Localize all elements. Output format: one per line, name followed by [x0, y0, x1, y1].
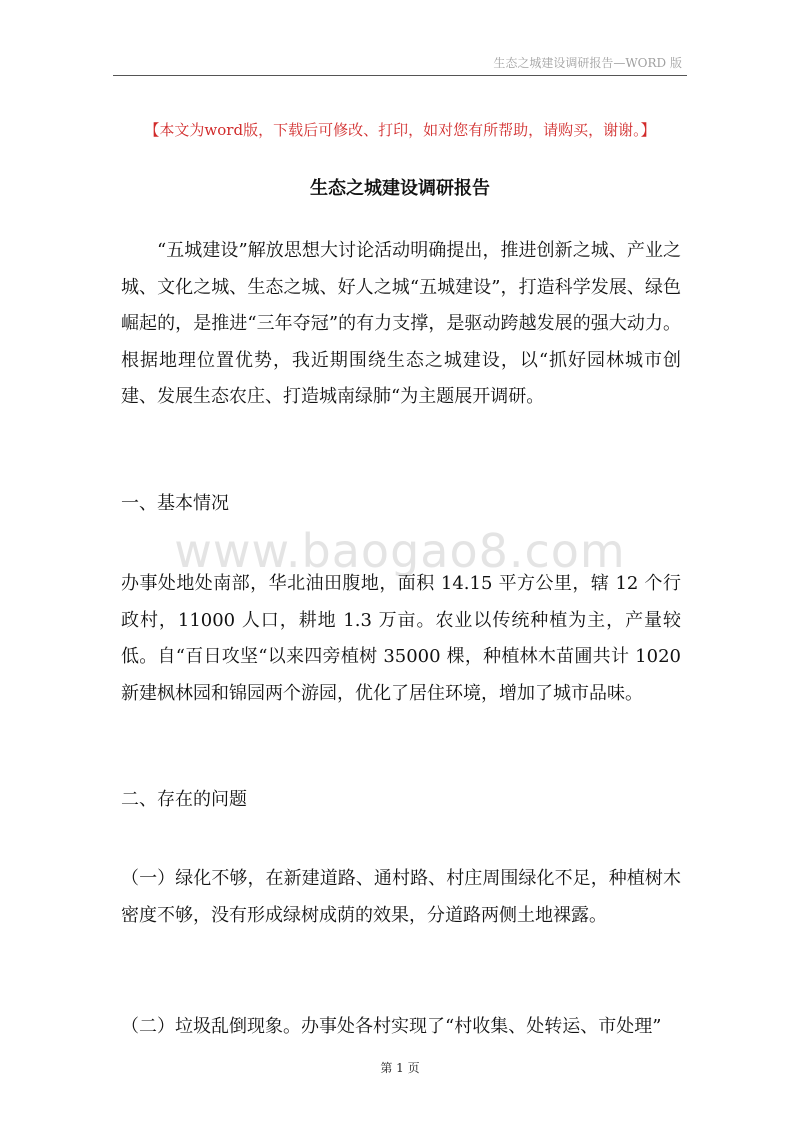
- document-title: 生态之城建设调研报告: [310, 178, 490, 199]
- section-heading-problems: 二、存在的问题: [121, 789, 247, 810]
- basic-info-paragraph: 办事处地处南部，华北油田腹地，面积 14.15 平方公里，辖 12 个行政村，11000 人口，耕地 1.3 万亩。农业以传统种植为主，产量较低。自“百日攻坚“以来四旁植树 35000 棵，种植林木苗圃共计 1020 新建枫林园和锦园两个游园，优化了居住环境，增加了城市品味。: [121, 573, 681, 704]
- problem-item-1: （一）绿化不够，在新建道路、通村路、村庄周围绿化不足，种植树木密度不够，没有形成绿树成荫的效果，分道路两侧土地裸露。: [121, 868, 681, 926]
- intro-paragraph: “五城建设”解放思想大讨论活动明确提出，推进创新之城、产业之城、文化之城、生态之城、好人之城“五城建设”，打造科学发展、绿色崛起的，是推进“三年夺冠”的有力支撑，是驱动跨越发展的强大动力。根据地理位置优势，我近期围绕生态之城建设，以“抓好园林城市创建、发展生态农庄、打造城南绿肺“为主题展开调研。: [121, 240, 681, 407]
- page-number: 第 1 页: [380, 1061, 420, 1075]
- watermark: www.baogao8.com: [174, 524, 626, 578]
- problem-item-2: （二）垃圾乱倒现象。办事处各村实现了“村收集、处转运、市处理”: [121, 1016, 662, 1037]
- download-notice: 【本文为word版，下载后可修改、打印，如对您有所帮助，请购买，谢谢。】: [144, 121, 656, 139]
- header-divider: [113, 75, 687, 76]
- running-header: 生态之城建设调研报告—WORD 版: [493, 56, 682, 70]
- section-heading-basic: 一、基本情况: [121, 493, 229, 514]
